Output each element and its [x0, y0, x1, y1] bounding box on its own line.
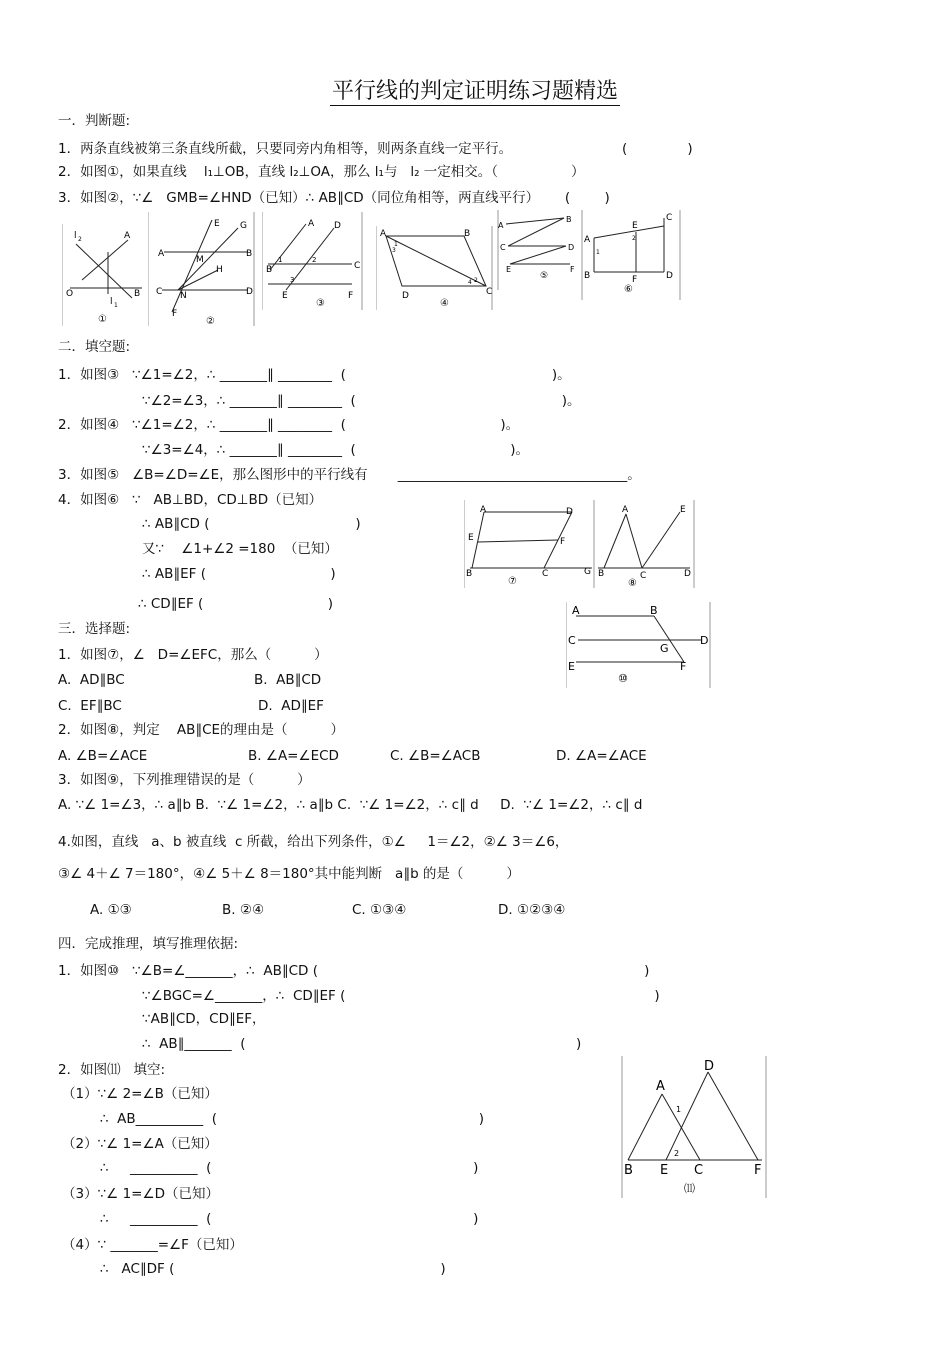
svg-text:F: F: [632, 275, 638, 285]
sec3-q4-line-1: 4.如图，直线 a、b 被直线 c 所截，给出下列条件，①∠ 1＝∠2，②∠ 3＝∠6，: [58, 834, 569, 850]
sec3-q3-options: A. ∵∠ 1=∠3，∴ a∥b B. ∵∠ 1=∠2，∴ a∥b C. ∵∠ 1=∠2，∴ c∥ d D. ∵∠ 1=∠2，∴ c∥ d: [58, 797, 643, 813]
svg-text:B: B: [650, 604, 658, 617]
sec3-q4-option-b: B. ②④: [222, 902, 265, 918]
sec4-line-5: 2．如图⑾ 填空:: [58, 1062, 166, 1078]
svg-text:M: M: [196, 255, 204, 265]
svg-text:B: B: [566, 215, 572, 224]
svg-text:2: 2: [474, 277, 478, 284]
svg-text:B: B: [464, 229, 471, 239]
sec2-line-4: ∵∠3=∠4，∴ _______∥ ________ ( )。: [142, 442, 530, 458]
sec4-line-7: ∴ AB__________ ( ): [100, 1111, 485, 1127]
svg-text:B: B: [266, 265, 273, 275]
svg-text:E: E: [660, 1163, 669, 1178]
section-2-heading: 二．填空题:: [58, 339, 131, 355]
svg-text:A: A: [308, 219, 315, 229]
svg-text:C: C: [354, 261, 361, 271]
page-title-text: 平行线的判定证明练习题精选: [331, 79, 618, 104]
sec3-q2-option-a: A. ∠B=∠ACE: [58, 748, 148, 764]
svg-text:E: E: [282, 291, 288, 301]
sec3-q2-option-c: C. ∠B=∠ACB: [390, 748, 481, 764]
figure-10-label: ⑩: [618, 672, 628, 685]
svg-text:D: D: [566, 507, 573, 517]
svg-text:F: F: [560, 537, 566, 547]
sec4-line-3: ∵AB∥CD，CD∥EF，: [142, 1011, 266, 1027]
svg-text:E: E: [506, 265, 512, 274]
sec3-q4-option-a: A. ①③: [90, 902, 132, 918]
sec2-line-2: ∵∠2=∠3，∴ _______∥ ________ ( )。: [142, 393, 581, 409]
svg-text:B: B: [598, 569, 605, 579]
section-1-heading: 一．判断题:: [58, 113, 131, 129]
figure-10: [566, 598, 712, 688]
svg-text:A: A: [572, 604, 580, 617]
sec1-q2: 2．如图①，如果直线 l₁⊥OB，直线 l₂⊥OA，那么 l₁与 l₂ 一定相交。（ ）: [58, 164, 585, 180]
sec4-line-12: （4）∵ _______=∠F（已知）: [62, 1237, 243, 1253]
svg-text:H: H: [216, 265, 223, 275]
svg-text:E: E: [680, 505, 686, 515]
figure-2: [148, 212, 258, 326]
svg-text:l: l: [74, 231, 77, 241]
svg-text:A: A: [380, 229, 387, 239]
figure-1: [62, 222, 148, 326]
sec2-line-8: 又∵ ∠1+∠2 =180 （已知）: [142, 541, 338, 557]
sec2-line-3: 2．如图④ ∵∠1=∠2，∴ _______∥ ________ ( )。: [58, 417, 520, 433]
figure-4: [376, 224, 496, 310]
sec4-line-6: （1）∵∠ 2=∠B（已知）: [62, 1086, 218, 1102]
sec3-q4-option-d: D. ①②③④: [498, 902, 566, 918]
sec4-line-1: 1．如图⑩ ∵∠B=∠_______，∴ AB∥CD ( ): [58, 963, 650, 979]
sec3-q1-option-a: A. AD∥BC: [58, 672, 125, 688]
figure-6-label: ⑥: [624, 284, 633, 295]
svg-text:D: D: [704, 1059, 715, 1074]
sec2-line-10: ∴ CD∥EF ( ): [138, 596, 334, 612]
svg-text:B: B: [134, 289, 141, 299]
svg-text:F: F: [680, 660, 687, 673]
svg-text:2: 2: [312, 256, 317, 264]
sec3-q2-option-d: D. ∠A=∠ACE: [556, 748, 647, 764]
svg-text:1: 1: [596, 249, 600, 256]
svg-text:C: C: [156, 287, 163, 297]
sec3-q1: 1．如图⑦，∠ D=∠EFC，那么（ ）: [58, 647, 328, 663]
sec3-q4-line-2: ③∠ 4＋∠ 7＝180°，④∠ 5＋∠ 8＝180°其中能判断 a∥b 的是（ ）: [58, 866, 520, 882]
svg-text:N: N: [180, 291, 187, 301]
figure-7-label: ⑦: [508, 576, 517, 587]
figure-7: [464, 500, 596, 588]
svg-text:D: D: [684, 569, 691, 579]
svg-text:B: B: [624, 1163, 633, 1178]
svg-text:C: C: [666, 213, 673, 223]
svg-text:3: 3: [290, 276, 295, 284]
sec1-q1-paren: ( ): [622, 141, 693, 157]
svg-text:E: E: [214, 219, 220, 229]
svg-text:B: B: [584, 271, 591, 281]
sec4-line-11: ∴ __________ ( ): [100, 1211, 479, 1227]
svg-text:2: 2: [632, 235, 636, 242]
svg-text:C: C: [542, 569, 549, 579]
sec4-line-13: ∴ AC∥DF ( ): [100, 1261, 446, 1277]
svg-text:B: B: [246, 249, 253, 259]
figure-8-label: ⑧: [628, 578, 637, 588]
svg-text:C: C: [640, 571, 647, 581]
sec1-q3: 3．如图②，∵∠ GMB=∠HND（已知）∴ AB∥CD（同位角相等，两直线平行） ( ): [58, 190, 610, 206]
svg-text:A: A: [622, 505, 629, 515]
svg-text:D: D: [402, 291, 409, 301]
sec2-line-9: ∴ AB∥EF ( ): [142, 566, 336, 582]
section-4-heading: 四．完成推理，填写推理依据:: [58, 936, 239, 952]
figure-5: [494, 210, 580, 290]
svg-text:1: 1: [394, 241, 398, 248]
svg-text:A: A: [480, 505, 487, 515]
sec2-line-1: 1．如图③ ∵∠1=∠2，∴ _______∥ ________ ( )。: [58, 367, 571, 383]
svg-text:F: F: [172, 309, 178, 319]
figure-4-label: ④: [440, 298, 449, 309]
svg-text:B: B: [466, 569, 473, 579]
svg-text:C: C: [486, 287, 493, 297]
svg-text:C: C: [500, 243, 506, 252]
svg-text:C: C: [568, 634, 576, 647]
sec4-line-4: ∴ AB∥_______ ( ): [142, 1036, 582, 1052]
figure-6: [580, 210, 684, 300]
svg-text:E: E: [568, 660, 575, 673]
section-3-heading: 三．选择题:: [58, 621, 131, 637]
sec1-q1: 1．两条直线被第三条直线所截，只要同旁内角相等，则两条直线一定平行。: [58, 141, 513, 157]
sec4-line-8: （2）∵∠ 1=∠A（已知）: [62, 1136, 218, 1152]
svg-text:F: F: [754, 1163, 762, 1178]
figure-11: [620, 1056, 770, 1198]
svg-text:G: G: [240, 221, 247, 231]
sec4-line-10: （3）∵∠ 1=∠D（已知）: [62, 1186, 219, 1202]
sec3-q2-option-b: B. ∠A=∠ECD: [248, 748, 339, 764]
svg-text:A: A: [656, 1079, 665, 1094]
svg-text:F: F: [348, 291, 354, 301]
sec3-q1-option-b: B. AB∥CD: [254, 672, 322, 688]
svg-text:C: C: [694, 1163, 704, 1178]
figure-2-label: ②: [206, 316, 215, 326]
svg-text:O: O: [66, 289, 74, 299]
figure-3: [262, 212, 366, 310]
sec4-line-9: ∴ __________ ( ): [100, 1160, 479, 1176]
sec3-q1-option-d: D. AD∥EF: [258, 698, 324, 714]
sec3-q3: 3．如图⑨，下列推理错误的是（ ）: [58, 772, 311, 788]
svg-text:2: 2: [674, 1149, 680, 1158]
svg-text:1: 1: [278, 256, 283, 264]
svg-text:A: A: [158, 249, 165, 259]
figure-1-label: ①: [98, 314, 107, 325]
figure-11-label: ⑾: [684, 1182, 695, 1195]
svg-text:G: G: [660, 642, 669, 655]
svg-text:A: A: [124, 231, 131, 241]
sec4-line-2: ∵∠BGC=∠_______，∴ CD∥EF ( ): [142, 988, 660, 1004]
svg-text:2: 2: [78, 236, 82, 243]
svg-text:F: F: [570, 265, 575, 274]
figure-3-label: ③: [316, 298, 325, 309]
sec3-q4-option-c: C. ①③④: [352, 902, 407, 918]
svg-text:1: 1: [676, 1105, 682, 1114]
svg-text:D: D: [334, 221, 341, 231]
svg-text:D: D: [700, 634, 709, 647]
sec2-line-5: 3．如图⑤ ∠B=∠D=∠E，那么图形中的平行线有 __________________________________。: [58, 467, 641, 483]
svg-text:E: E: [632, 221, 638, 231]
sec2-line-6: 4．如图⑥ ∵ AB⊥BD，CD⊥BD（已知）: [58, 492, 323, 508]
svg-text:A: A: [584, 235, 591, 245]
page-title: [0, 74, 950, 105]
sec2-line-7: ∴ AB∥CD ( ): [142, 516, 361, 532]
svg-text:E: E: [468, 533, 474, 543]
sec3-q2: 2．如图⑧，判定 AB∥CE的理由是（ ）: [58, 722, 344, 738]
svg-text:G: G: [584, 567, 591, 577]
figure-8: [596, 500, 698, 588]
figure-5-label: ⑤: [540, 271, 549, 281]
svg-text:D: D: [666, 271, 673, 281]
svg-text:D: D: [246, 287, 253, 297]
svg-text:D: D: [568, 243, 575, 252]
svg-text:4: 4: [468, 279, 472, 286]
svg-text:A: A: [498, 221, 504, 230]
svg-text:l: l: [110, 297, 113, 307]
svg-text:1: 1: [114, 302, 118, 309]
sec3-q1-option-c: C. EF∥BC: [58, 698, 122, 714]
svg-text:3: 3: [392, 247, 396, 254]
